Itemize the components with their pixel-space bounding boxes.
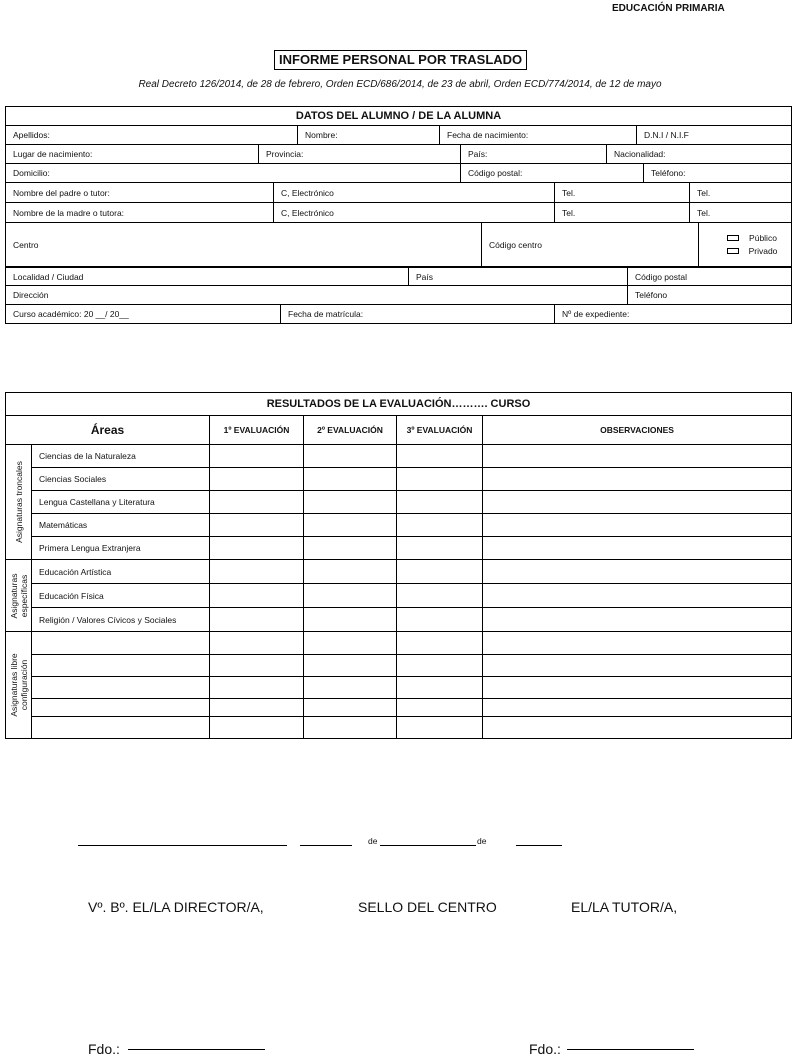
school-name-field[interactable]: Centro — [13, 239, 39, 250]
evaluation-results-table — [5, 392, 792, 739]
specific-subjects-group — [6, 560, 32, 632]
day-line[interactable] — [300, 845, 352, 846]
observation-cell[interactable] — [483, 632, 792, 655]
grade-cell[interactable] — [210, 584, 304, 608]
public-option[interactable] — [727, 233, 777, 243]
grade-cell[interactable] — [397, 608, 483, 632]
observation-cell[interactable] — [483, 445, 792, 468]
de-label-2: de — [477, 836, 487, 846]
tutor-fdo-label: Fdo.: — [529, 1041, 561, 1057]
observation-cell[interactable] — [483, 699, 792, 717]
education-level: EDUCACIÓN PRIMARIA — [612, 3, 725, 14]
grade-cell[interactable] — [397, 584, 483, 608]
subject-cell: Ciencias de la Naturaleza — [32, 445, 210, 468]
observation-cell[interactable] — [483, 537, 792, 560]
grade-cell[interactable] — [304, 560, 397, 584]
month-line[interactable] — [380, 845, 476, 846]
observation-cell[interactable] — [483, 677, 792, 699]
grade-cell[interactable] — [304, 717, 397, 739]
subject-cell[interactable] — [32, 717, 210, 739]
grade-cell[interactable] — [304, 699, 397, 717]
subject-cell: Matemáticas — [32, 514, 210, 537]
subject-cell[interactable] — [32, 632, 210, 655]
grade-cell[interactable] — [210, 677, 304, 699]
grade-cell[interactable] — [397, 655, 483, 677]
free-subjects-label — [9, 653, 29, 716]
nationality-field[interactable]: Nacionalidad: — [606, 145, 791, 163]
free-label-line-2: configuración — [18, 659, 29, 711]
grade-cell[interactable] — [210, 717, 304, 739]
legal-reference: Real Decreto 126/2014, de 28 de febrero, Orden ECD/686/2014, de 23 de abril, Orden ECD/774/2014, de 12 de mayo — [138, 79, 662, 90]
grade-cell[interactable] — [304, 445, 397, 468]
mother-phone-2-field[interactable]: Tel. — [689, 203, 791, 222]
school-address-field[interactable]: Dirección — [13, 290, 49, 300]
province-field[interactable]: Provincia: — [258, 145, 460, 163]
subject-cell[interactable] — [32, 699, 210, 717]
observation-cell[interactable] — [483, 655, 792, 677]
observation-cell[interactable] — [483, 468, 792, 491]
grade-cell[interactable] — [210, 560, 304, 584]
father-phone-2-field[interactable]: Tel. — [689, 183, 791, 202]
student-section-title: DATOS DEL ALUMNO / DE LA ALUMNA — [295, 110, 502, 122]
core-subjects-group — [6, 445, 32, 560]
observation-cell[interactable] — [483, 608, 792, 632]
public-checkbox[interactable] — [727, 235, 739, 241]
mother-name-field[interactable]: Nombre de la madre o tutora: — [13, 207, 125, 218]
observation-cell[interactable] — [483, 560, 792, 584]
tutor-signature-label: EL/LA TUTOR/A, — [571, 899, 678, 915]
areas-header: Áreas — [6, 416, 210, 445]
private-label: Privado — [748, 246, 778, 256]
subject-cell: Ciencias Sociales — [32, 468, 210, 491]
school-type-options — [698, 223, 791, 266]
school-country-field[interactable]: País — [408, 268, 627, 285]
birthplace-field[interactable]: Lugar de nacimiento: — [13, 149, 93, 159]
father-phone-1-field[interactable]: Tel. — [554, 183, 689, 202]
grade-cell[interactable] — [304, 491, 397, 514]
grade-cell[interactable] — [397, 491, 483, 514]
subject-cell[interactable] — [32, 677, 210, 699]
grade-cell[interactable] — [304, 537, 397, 560]
mother-phone-1-field[interactable]: Tel. — [554, 203, 689, 222]
results-title: RESULTADOS DE LA EVALUACIÓN………. CURSO — [6, 393, 792, 416]
grade-cell[interactable] — [397, 514, 483, 537]
grade-cell[interactable] — [304, 632, 397, 655]
phone-field[interactable]: Teléfono: — [643, 164, 791, 182]
evaluation-2-header: 2º EVALUACIÓN — [304, 416, 397, 445]
father-email-field[interactable]: C, Electrónico — [273, 183, 554, 202]
subject-cell[interactable] — [32, 655, 210, 677]
grade-cell[interactable] — [397, 560, 483, 584]
place-line[interactable] — [78, 845, 287, 846]
grade-cell[interactable] — [210, 655, 304, 677]
grade-cell[interactable] — [210, 632, 304, 655]
grade-cell[interactable] — [304, 608, 397, 632]
free-subjects-group — [6, 632, 32, 739]
grade-cell[interactable] — [210, 468, 304, 491]
grade-cell[interactable] — [210, 445, 304, 468]
grade-cell[interactable] — [210, 514, 304, 537]
record-number-field[interactable]: Nº de expediente: — [554, 305, 791, 323]
grade-cell[interactable] — [397, 717, 483, 739]
city-field[interactable]: Localidad / Ciudad — [13, 271, 84, 282]
specific-subjects-label — [9, 573, 29, 618]
grade-cell[interactable] — [304, 677, 397, 699]
grade-cell[interactable] — [304, 514, 397, 537]
observation-cell[interactable] — [483, 717, 792, 739]
grade-cell[interactable] — [210, 608, 304, 632]
subject-cell: Primera Lengua Extranjera — [32, 537, 210, 560]
grade-cell[interactable] — [210, 491, 304, 514]
subject-cell: Religión / Valores Cívicos y Sociales — [32, 608, 210, 632]
specific-label-line-2: específicas — [18, 574, 29, 617]
father-name-field[interactable]: Nombre del padre o tutor: — [13, 187, 110, 198]
observations-header: OBSERVACIONES — [483, 416, 792, 445]
subject-cell: Educación Física — [32, 584, 210, 608]
de-label-1: de — [368, 836, 378, 846]
evaluation-3-header: 3º EVALUACIÓN — [397, 416, 483, 445]
observation-cell[interactable] — [483, 514, 792, 537]
specific-label-line-1: Asignaturas — [8, 573, 19, 618]
mother-email-field[interactable]: C, Electrónico — [273, 203, 554, 222]
grade-cell[interactable] — [210, 699, 304, 717]
director-signature-label: Vº. Bº. EL/LA DIRECTOR/A, — [88, 899, 264, 915]
public-label: Público — [749, 233, 777, 243]
core-subjects-label: Asignaturas troncales — [13, 461, 24, 543]
director-fdo-label: Fdo.: — [88, 1041, 120, 1057]
subject-cell: Educación Artística — [32, 560, 210, 584]
grade-cell[interactable] — [397, 699, 483, 717]
grade-cell[interactable] — [304, 468, 397, 491]
grade-cell[interactable] — [210, 537, 304, 560]
tutor-signature-line[interactable] — [567, 1049, 694, 1050]
evaluation-1-header: 1º EVALUACIÓN — [210, 416, 304, 445]
school-phone-field[interactable]: Teléfono — [627, 286, 791, 304]
observation-cell[interactable] — [483, 584, 792, 608]
surname-field[interactable]: Apellidos: — [13, 130, 50, 140]
document-title: INFORME PERSONAL POR TRASLADO — [274, 50, 527, 70]
birthdate-field[interactable]: Fecha de nacimiento: — [439, 126, 636, 144]
grade-cell[interactable] — [304, 584, 397, 608]
name-field[interactable]: Nombre: — [297, 126, 439, 144]
director-signature-line[interactable] — [128, 1049, 265, 1050]
grade-cell[interactable] — [397, 632, 483, 655]
grade-cell[interactable] — [304, 655, 397, 677]
dni-field[interactable]: D.N.I / N.I.F — [636, 126, 791, 144]
school-seal-label: SELLO DEL CENTRO — [358, 899, 497, 915]
free-label-line-1: Asignaturas libre — [8, 653, 19, 717]
school-code-field[interactable]: Código centro — [481, 223, 698, 266]
subject-cell: Lengua Castellana y Literatura — [32, 491, 210, 514]
student-data-form — [5, 106, 792, 324]
year-line[interactable] — [516, 845, 562, 846]
grade-cell[interactable] — [397, 468, 483, 491]
enrollment-date-field[interactable]: Fecha de matrícula: — [280, 305, 554, 323]
grade-cell[interactable] — [397, 537, 483, 560]
school-postal-code-field[interactable]: Código postal — [627, 268, 791, 285]
grade-cell[interactable] — [397, 677, 483, 699]
academic-year-field[interactable]: Curso académico: 20 __/ 20__ — [13, 309, 129, 319]
address-field[interactable]: Domicilio: — [13, 168, 50, 178]
country-field[interactable]: País: — [460, 145, 606, 163]
grade-cell[interactable] — [397, 445, 483, 468]
private-option[interactable] — [727, 246, 778, 256]
postal-code-field[interactable]: Código postal: — [460, 164, 643, 182]
private-checkbox[interactable] — [727, 248, 739, 254]
observation-cell[interactable] — [483, 491, 792, 514]
